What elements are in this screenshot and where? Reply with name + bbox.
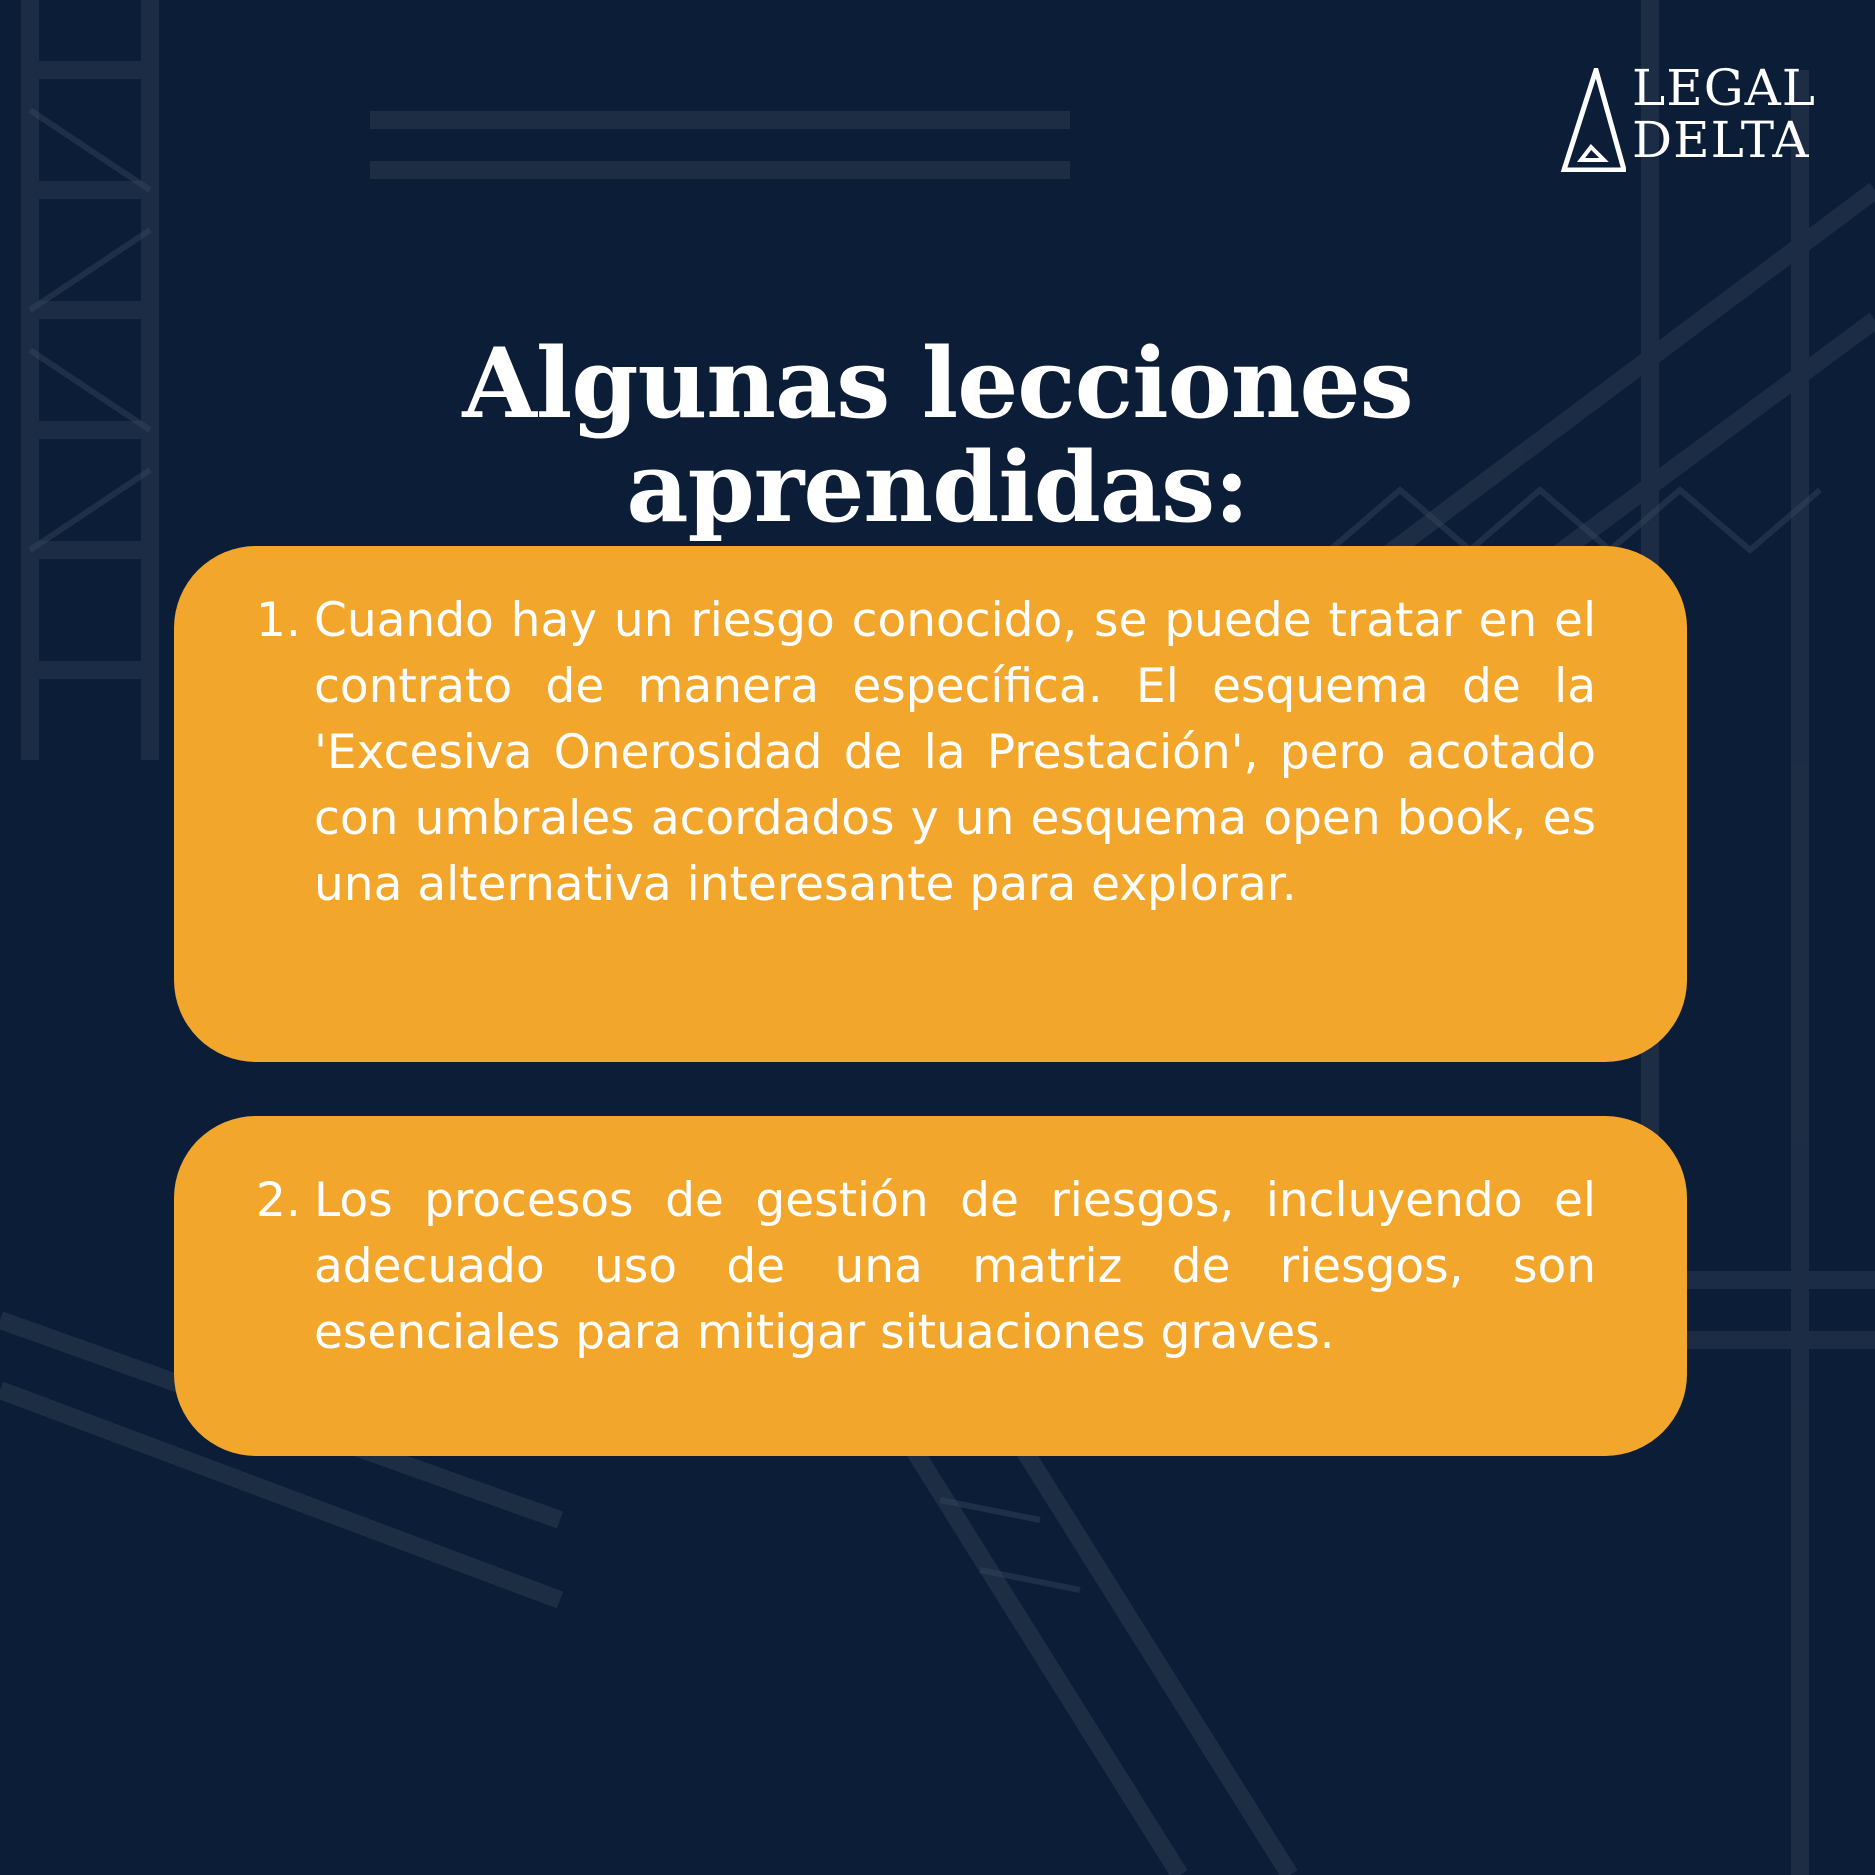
logo-line-1: LEGAL [1632,59,1816,117]
lesson-item-2 [256,1168,1596,1366]
logo-text [1632,59,1816,169]
page-title [0,327,1875,545]
lesson-item-1 [256,588,1596,918]
logo-line-2: DELTA [1632,111,1810,169]
delta-triangle-icon [1560,68,1626,172]
lesson-number-2: 2. [256,1173,301,1228]
lesson-text-2: Los procesos de gestión de riesgos, incluyendo el adecuado uso de una matriz de riesgos, son esenciales para mitigar situaciones graves. [314,1173,1596,1360]
page-title-line-2: aprendidas: [626,431,1249,545]
lesson-card-1 [174,546,1687,1062]
lesson-text-1: Cuando hay un riesgo conocido, se puede tratar en el contrato de manera específica. El esquema de la 'Excesiva Onerosidad de la Prestación', pero acotado con umbrales acordados y un esquema open book, es una alternativa interesante para explorar. [314,593,1596,912]
page-title-line-1: Algunas lecciones [462,327,1413,441]
lesson-number-1: 1. [256,593,301,648]
legal-delta-logo [1560,59,1820,172]
lesson-card-2 [174,1116,1687,1456]
